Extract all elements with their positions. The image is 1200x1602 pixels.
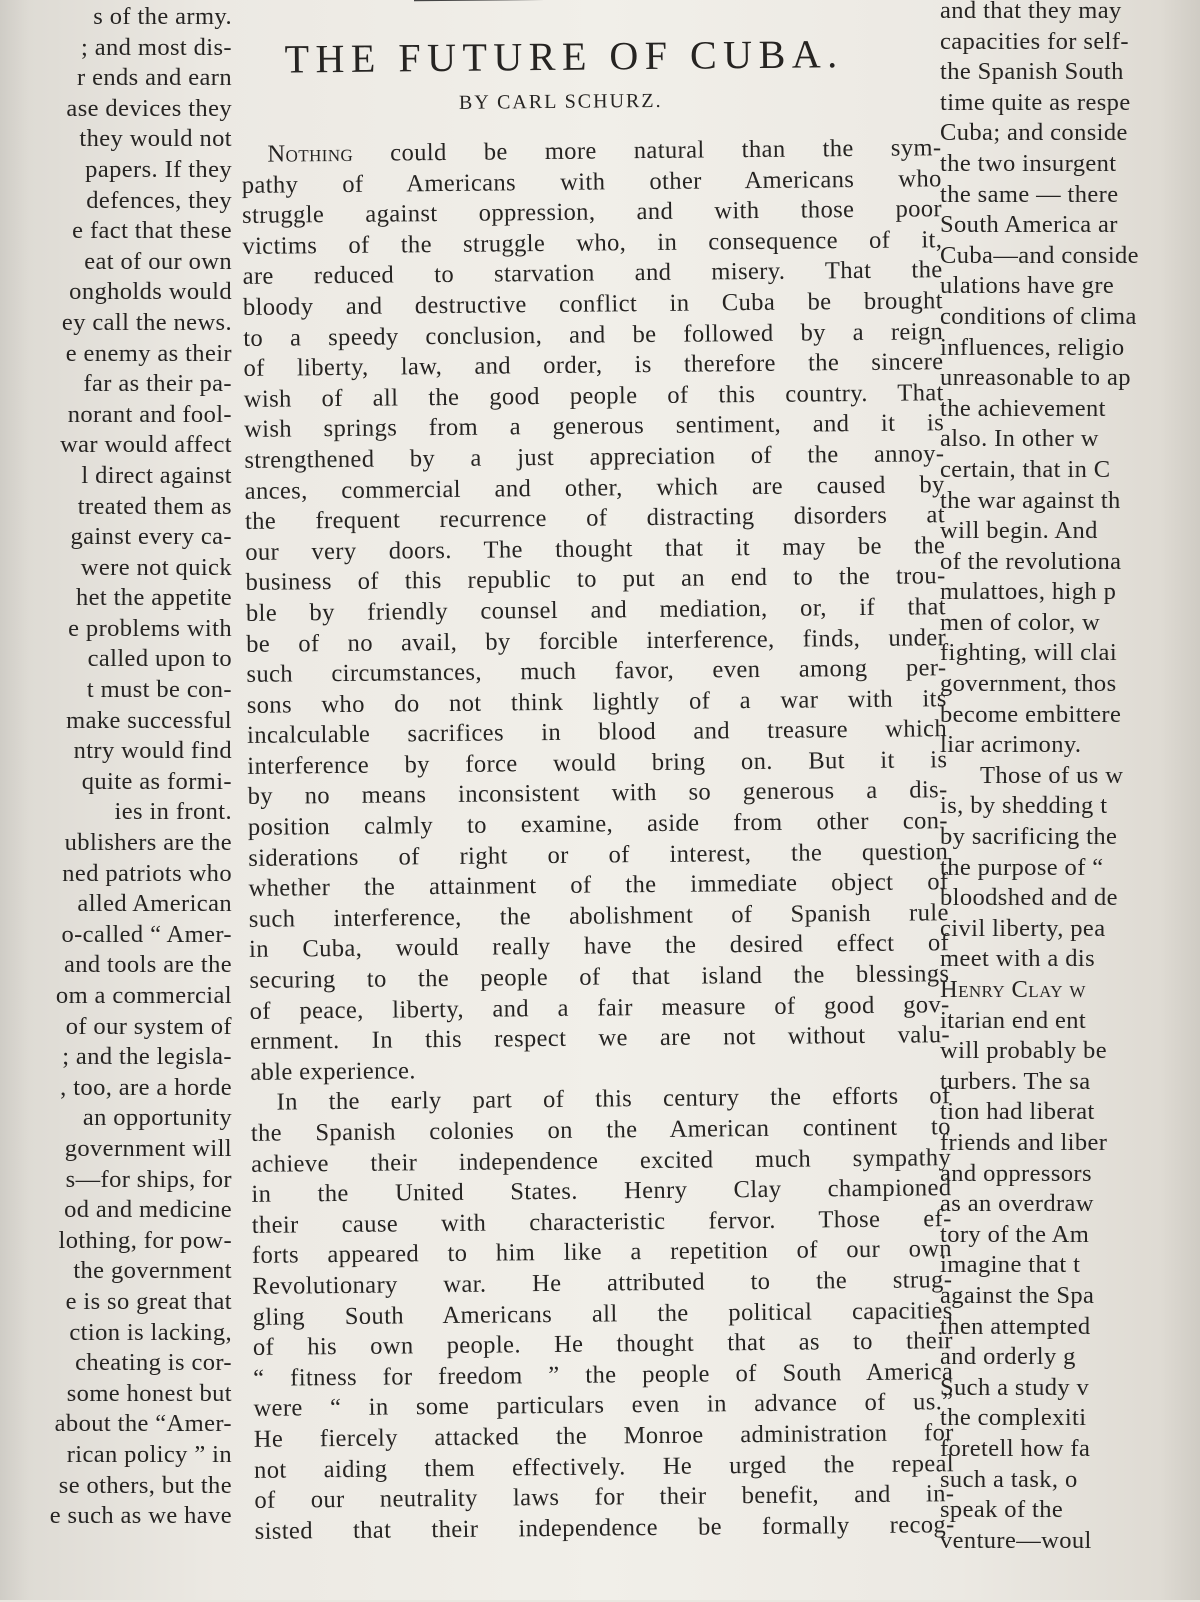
article-line: gling South Americans all the political capacities — [252, 1296, 953, 1331]
article-line: siderations of right or of interest, the question — [248, 837, 949, 872]
right-column-line: meet with a dis — [940, 945, 1096, 973]
right-column-line: speak of the — [940, 1496, 1064, 1524]
right-column-line: men of color, w — [940, 608, 1101, 636]
left-column-line: ntry would find — [73, 737, 232, 765]
right-column-line: and oppressors — [940, 1159, 1092, 1187]
right-column-line: government, thos — [940, 670, 1117, 698]
article-line: interference by force would bring on. But it is — [247, 746, 948, 780]
right-column-line: then attempted — [940, 1312, 1091, 1340]
left-column-line: of our system of — [65, 1012, 232, 1040]
right-column-line: the same — there — [940, 180, 1119, 208]
right-column-line: influences, religio — [940, 333, 1125, 361]
article-line: struggle against oppression, and with those poor — [241, 195, 943, 230]
left-column-line: e enemy as their — [65, 339, 232, 367]
right-column-line: foretell how fa — [940, 1434, 1091, 1462]
article-line: ble by friendly counsel and mediation, or, if that — [245, 593, 946, 627]
left-column-line: l direct against — [81, 461, 232, 489]
left-column-line: make successful — [66, 706, 232, 734]
left-column-line: about the “Amer- — [54, 1410, 232, 1438]
article-line: of liberty, law, and order, is therefore the sincere — [243, 348, 944, 383]
left-column-line: ongholds would — [69, 278, 232, 306]
right-column-line: and orderly g — [940, 1343, 1076, 1371]
right-column-line: time quite as respe — [940, 88, 1131, 116]
right-column-line: Those of us w — [980, 761, 1124, 789]
article-line: pathy of Americans with other Americans who — [241, 164, 942, 199]
article-line: of peace, liberty, and a fair measure of good gov- — [249, 990, 950, 1025]
left-column-line: ; and most dis- — [81, 33, 232, 61]
header-rule — [414, 0, 714, 1]
left-column-line: e is so great that — [65, 1287, 232, 1315]
right-column-line: bloodshed and de — [940, 884, 1118, 912]
article-line: not aiding them effectively. He urged the repeal — [253, 1449, 955, 1484]
article-body — [241, 133, 954, 1547]
left-column-line: ies in front. — [114, 798, 232, 826]
right-column-line: against the Spa — [940, 1281, 1095, 1309]
left-column-line: called upon to — [87, 645, 232, 673]
left-column-line: om a commercial — [55, 982, 232, 1009]
right-column-line: by sacrificing the — [940, 823, 1118, 851]
left-column-line: the government — [73, 1257, 232, 1285]
left-column-line: e fact that these — [72, 217, 232, 245]
opening-word: Nothing — [267, 139, 354, 168]
right-column-line: unreasonable to ap — [940, 364, 1131, 392]
right-column-line: Cuba; and conside — [940, 119, 1128, 147]
article-line: ances, commercial and other, which are caused by — [244, 470, 945, 505]
right-column-line: fighting, will clai — [940, 639, 1118, 667]
left-column-line: het the appetite — [75, 584, 232, 612]
article-line: victims of the struggle who, in consequence of it, — [242, 225, 943, 260]
article-line: able experience. — [250, 1057, 416, 1086]
right-column-line: ulations have gre — [940, 272, 1115, 300]
right-column-line: Henry Clay w — [940, 976, 1086, 1003]
left-column-line: t must be con- — [86, 676, 232, 704]
left-column-line: cheating is cor- — [75, 1349, 232, 1377]
article-line: their cause with characteristic fervor. Those ef- — [251, 1204, 952, 1239]
article-line: such interference, the abolishment of Spanish rule — [248, 899, 949, 933]
right-column-line: become embittere — [940, 700, 1122, 728]
left-column-line: ublishers are the — [64, 829, 232, 857]
right-column-line: friends and liber — [940, 1128, 1108, 1156]
left-column-line: lothing, for pow- — [58, 1226, 232, 1254]
article-line: such circumstances, much favor, even among per- — [246, 654, 947, 688]
right-column-line: imagine that t — [940, 1251, 1081, 1279]
left-column-line: quite as formi- — [81, 767, 232, 795]
article-line: in Cuba, would really have the desired effect of — [248, 929, 950, 964]
right-column-line: such a task, o — [940, 1465, 1078, 1493]
article-line: sons who do not think lightly of a war with its — [246, 684, 947, 719]
article-line: to a speedy conclusion, and be followed by a reign — [243, 317, 944, 352]
left-column-line: far as their pa- — [83, 370, 232, 398]
article-line: position calmly to examine, aside from other con- — [247, 807, 949, 841]
left-column-line: were not quick — [80, 553, 232, 581]
left-column-line: s of the army. — [93, 3, 232, 30]
left-column-line: , too, are a horde — [60, 1073, 232, 1101]
left-column-line: ned patriots who — [62, 859, 232, 887]
left-column-line: r ends and earn — [77, 64, 232, 92]
right-column-line: venture—woul — [940, 1526, 1092, 1554]
left-column-line: an opportunity — [82, 1104, 232, 1132]
left-column-line: defences, they — [86, 186, 232, 214]
right-column-line: itarian end ent — [940, 1006, 1087, 1034]
article-line: He fiercely attacked the Monroe administration for — [253, 1419, 954, 1453]
article-line: strengthened by a just appreciation of the annoy- — [244, 440, 945, 474]
right-column-line: the purpose of “ — [940, 853, 1104, 881]
right-column-line: also. In other w — [940, 425, 1099, 453]
left-column-line: od and medicine — [64, 1196, 232, 1224]
right-column-line: liar acrimony. — [940, 731, 1082, 759]
article-line: bloody and destructive conflict in Cuba be brought — [242, 287, 944, 321]
right-column-line: the war against th — [940, 486, 1121, 514]
article-line: be of no avail, by forcible interference, finds, under — [246, 623, 947, 658]
left-column-line: government will — [64, 1134, 232, 1162]
right-column-line: will probably be — [940, 1037, 1107, 1065]
left-column-line: ; and the legisla- — [62, 1043, 232, 1071]
right-column-line: tion had liberat — [940, 1098, 1095, 1126]
article-line: incalculable sacrifices in blood and treasure which — [246, 715, 948, 750]
article-byline: BY CARL SCHURZ. — [458, 89, 663, 114]
article-line-text: could be more natural than the sym- — [353, 134, 942, 167]
left-column-line: treated them as — [77, 492, 232, 520]
article-line: sisted that their independence be formally recog- — [254, 1510, 955, 1545]
right-column-line: the two insurgent — [940, 149, 1117, 177]
right-column-line: will begin. And — [940, 517, 1098, 545]
center-column — [232, 0, 963, 1600]
article-line: securing to the people of that island the blessings — [249, 960, 950, 994]
left-column-line: s—for ships, for — [65, 1165, 232, 1193]
article-line: of his own people. He thought that as to their — [252, 1327, 954, 1362]
left-column-line: e such as we have — [49, 1502, 232, 1530]
left-column-line: eat of our own — [84, 247, 232, 275]
left-column-line: papers. If they — [85, 155, 232, 183]
left-column-line: they would not — [79, 125, 232, 153]
right-column-line: of the revolutiona — [940, 547, 1122, 575]
article-line: in the United States. Henry Clay championed — [251, 1174, 952, 1209]
article-line: of our neutrality laws for their benefit, and in- — [254, 1480, 955, 1514]
article-line: wish springs from a generous sentiment, and it is — [243, 409, 945, 444]
article-line: our very doors. The thought that it may be the — [245, 531, 946, 566]
article-line: wish of all the good people of this country. That — [243, 378, 944, 413]
article-line: the Spanish colonies on the American continent to — [250, 1113, 951, 1147]
right-column-line: turbers. The sa — [940, 1067, 1091, 1095]
article-line: Revolutionary war. He attributed to the strug- — [252, 1266, 953, 1300]
left-column-line: norant and fool- — [67, 400, 232, 428]
right-column-line: is, by shedding t — [940, 792, 1108, 820]
left-column-line: ction is lacking, — [69, 1318, 232, 1346]
left-column-line: some honest but — [66, 1379, 232, 1407]
right-column-line: conditions of clima — [940, 302, 1137, 330]
left-column — [0, 2, 232, 1602]
left-column-line: e problems with — [68, 614, 232, 642]
article-line: the frequent recurrence of distracting disorders at — [244, 501, 946, 536]
left-column-line: ase devices they — [66, 94, 232, 122]
article-line: forts appeared to him like a repetition of our own — [251, 1235, 953, 1270]
right-column-line: the complexiti — [940, 1404, 1087, 1432]
article-line: achieve their independence excited much sympathy — [251, 1143, 952, 1178]
right-column-line: and that they may — [940, 0, 1122, 24]
article-title: THE FUTURE OF CUBA. — [284, 31, 844, 82]
article-line: were “ in some particulars even in advance of us.” — [253, 1388, 954, 1423]
left-column-line: ey call the news. — [61, 308, 232, 336]
right-column-line: capacities for self- — [940, 27, 1129, 55]
article-line: business of this republic to put an end to the trou- — [245, 562, 946, 597]
left-column-line: gainst every ca- — [70, 523, 232, 551]
left-column-line: and tools are the — [63, 951, 232, 979]
article-line: “ fitness for freedom ” the people of South America — [253, 1357, 954, 1392]
article-line: whether the attainment of the immediate object of — [248, 868, 949, 903]
right-column-line: Such a study v — [940, 1373, 1090, 1401]
left-column-line: rican policy ” in — [66, 1440, 232, 1468]
right-column-line: the Spanish South — [940, 58, 1124, 86]
article-line: by no means inconsistent with so generous a dis- — [247, 776, 948, 811]
left-column-line: alled American — [77, 890, 232, 918]
right-column — [940, 0, 1200, 1596]
right-column-line: Cuba—and conside — [940, 241, 1139, 269]
article-line: ernment. In this respect we are not without valu- — [249, 1021, 951, 1056]
left-column-line: war would affect — [60, 431, 232, 459]
right-column-line: tory of the Am — [940, 1220, 1090, 1248]
right-column-line: mulattoes, high p — [940, 578, 1117, 606]
right-column-line: certain, that in C — [940, 455, 1111, 483]
article-line: are reduced to starvation and misery. That the — [242, 256, 943, 291]
right-column-line: civil liberty, pea — [940, 914, 1106, 942]
right-column-line: as an overdraw — [940, 1190, 1094, 1218]
article-line: In the early part of this century the efforts of — [276, 1082, 951, 1117]
left-column-line: o-called “ Amer- — [61, 920, 232, 948]
left-column-line: se others, but the — [58, 1471, 232, 1499]
right-column-line: South America ar — [940, 211, 1118, 239]
right-column-line: the achievement — [940, 394, 1106, 422]
